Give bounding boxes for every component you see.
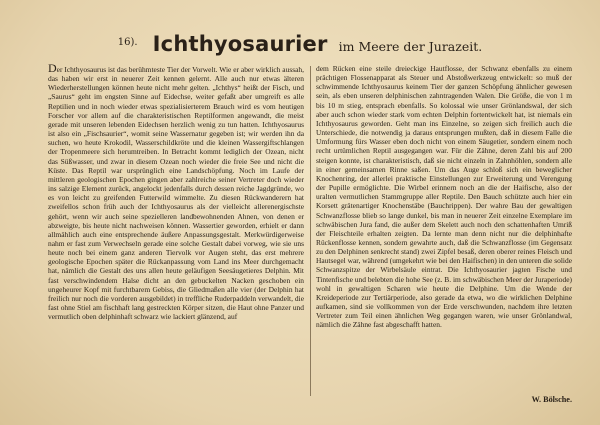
right-text: dem Rücken eine steile dreieckige Hautflosse, der Schwanz ebenfalls zu einem prächtigen Flossenapparat als Steuer und Abstoßwerkzeug entwickelt: so muß der schwimmende Ichthyosaurus keinem Tier der ganzen Schöpfung ähnlicher gewesen sein, als eben unseren delphinischen zahntragenden Walen. Die Größe, die von 1 m bis 10 m stieg, entsprach ebenfalls. So kolossal wie unser Grönlandswal, der sich aber auch schon wieder stark vom echten Delphin fortentwickelt hat, ist niemals ein Ichthyosaurus geworden. Geht man ins Einzelne, so zeigen sich freilich auch die Unterschiede, die notwendig ja daraus entsprungen mußten, daß in diesem Falle die Umformung fürs Wasser eben doch nicht von einem Säugetier, sondern einem noch recht urtümlichen Reptil ausgegangen war. Für die Zähne, deren Zahl bis auf 200 steigen konnte, ist charakteristisch, daß sie nicht einzeln in Zahnhöhlen, sondern alle in einer gemeinsamen Rinne saßen. Um das Auge schloß sich ein beweglicher Knochenring, der allerlei praktische Einstellungen zur Erweiterung und Verengung der Pupille ermöglichte. Die Wirbel erinnern noch an die der Haifische, also der uralten vermutlichen Stammgruppe aller Reptile. Den Bauch schützte auch hier ein Korsett grätenartiger Knochenstäbe (Bauchrippen). Der wahre Bau der gewaltigen Schwanzflosse blieb so lange dunkel, bis man in neuerer Zeit einzelne Exemplare im schwäbischen Jura fand, die außer dem Skelett auch noch den schattenhaften Umriß der Fleischteile erhalten zeigten. Da lernte man denn nicht nur die delphinhafte Rückenflosse kennen, sondern gewahrte auch, daß die Schwanzflosse (im Gegensatz zu den Delphinen senkrecht stand) zwei Zipfel besaß, deren oberer reines Fleisch und Hautsegel war, während (umgekehrt wie bei den Haifischen) in den unteren die solide Schwanzspitze der Wirbelsäule eintrat. Die Ichthyosaurier jagten Fische und Tintenfische und belebten die hohe See (z. B. im schwäbischen Meer der Juraperiode) wohl in gewaltigen Scharen wie heute die Delphine. Um die Wende der Kreideperiode zur Tertiärperiode, also gerade da etwa, wo die wirklichen Delphine aufkamen, sind sie vollkommen von der Erde verschwunden, nachdem ihre letzten Vertreter zum Teil einen ähnlichen Weg gegangen waren, wie unser Grönlandwal, nämlich die Zähne fast abgeschafft hatten. xyxy=(316,64,572,330)
left-text: er Ichthyosaurus ist das berühmteste Tier der Vorwelt. Wie er aber wirklich aussah, das haben wir erst in neuerer Zeit kennen gelernt. Alle auch nur etwas älteren Wiederherstellungen können heute nicht mehr gelten. „Ichthys“ heißt der Fisch, und „Saurus“ geht im engsten Sinne auf Eidechse, weiter gefaßt aber umgreift es alle Reptilien und in noch wieder etwas spezialisierterem Brauch wird es vom heutigen Forscher vor allem auf die charakteristischen Reptilformen angewandt, die meist gerade mit unseren lebenden Eidechsen herzlich wenig zu tun hatten. Ichthyosaurus ist also ein „Fischsaurier“, womit seine Wassernatur gegeben ist; wir werden ihn da suchen, wo heute Krokodil, Wasserschildkröte und die kleinen Wassergiftschlangen der Tropenmeere sich herumtreiben. In Betracht kommt lediglich der Ozean, nicht das Süßwasser, und zwar in diesem Ozean noch wieder die freie See und nicht die Küste. Das Reptil war ursprünglich eine Landschöpfung. Noch im Laufe der mittleren geologischen Epochen gingen aber zahlreiche seiner Vertreter doch wieder ins salzige Element zurück, angelockt jedenfalls durch dessen reiche Jagdgründe, wo es von leicht zu greifenden Futterwild wimmelte. Zu diesen Rückwanderern hat zweifellos schon früh auch der Ichthyosaurus als der vielleicht allerenergischste gehört, wenn wir auch seine spezielleren landbewohnenden Ahnen, von denen er abzweigte, bis heute nicht nachweisen können. Wassertier geworden, erhielt er dann allmählich auch eine entsprechende äußere Anpassungsgestalt. Merkwürdigerweise nahm er fast zum Verwechseln gerade eine solche Gestalt dabei vorweg, wie sie uns heute noch bei einem ganz anderen Tiervolk vor Augen steht, das erst mehrere geologische Epochen später die Rückanpassung vom Land ins Meer durchgemacht hat, nämlich die Gestalt des uns allen heute geläufigen Seesäugetieres Delphin. Mit fast verschwindendem Halse dicht an den gebuckelten Nacken geschoben ein ungeheurer Kopf mit furchtbarem Gebiss, die Gliedmaßen alle vier (der Delphin hat freilich nur noch die vorderen ausgebildet) in treffliche Ruderpaddeln verwandelt, die fast ohne Stiel am fischhaft lang gestreckten Körper sitzen, die Haut ohne Panzer und vermutlich oben delphinhaft schwarz wie lackiert glänzend, auf xyxy=(48,65,304,322)
article-subtitle: im Meere der Jurazeit. xyxy=(338,39,483,54)
article-body xyxy=(48,64,584,406)
column-divider xyxy=(310,66,311,396)
author-signature: W. Bölsche. xyxy=(531,394,572,404)
article-number: 16). xyxy=(117,37,138,48)
left-column xyxy=(48,64,304,404)
left-column-text xyxy=(48,64,304,321)
article-title: Ichthyosaurier xyxy=(152,32,328,56)
drop-letter: D xyxy=(48,64,57,75)
right-column xyxy=(316,64,572,404)
article-header xyxy=(0,32,600,56)
